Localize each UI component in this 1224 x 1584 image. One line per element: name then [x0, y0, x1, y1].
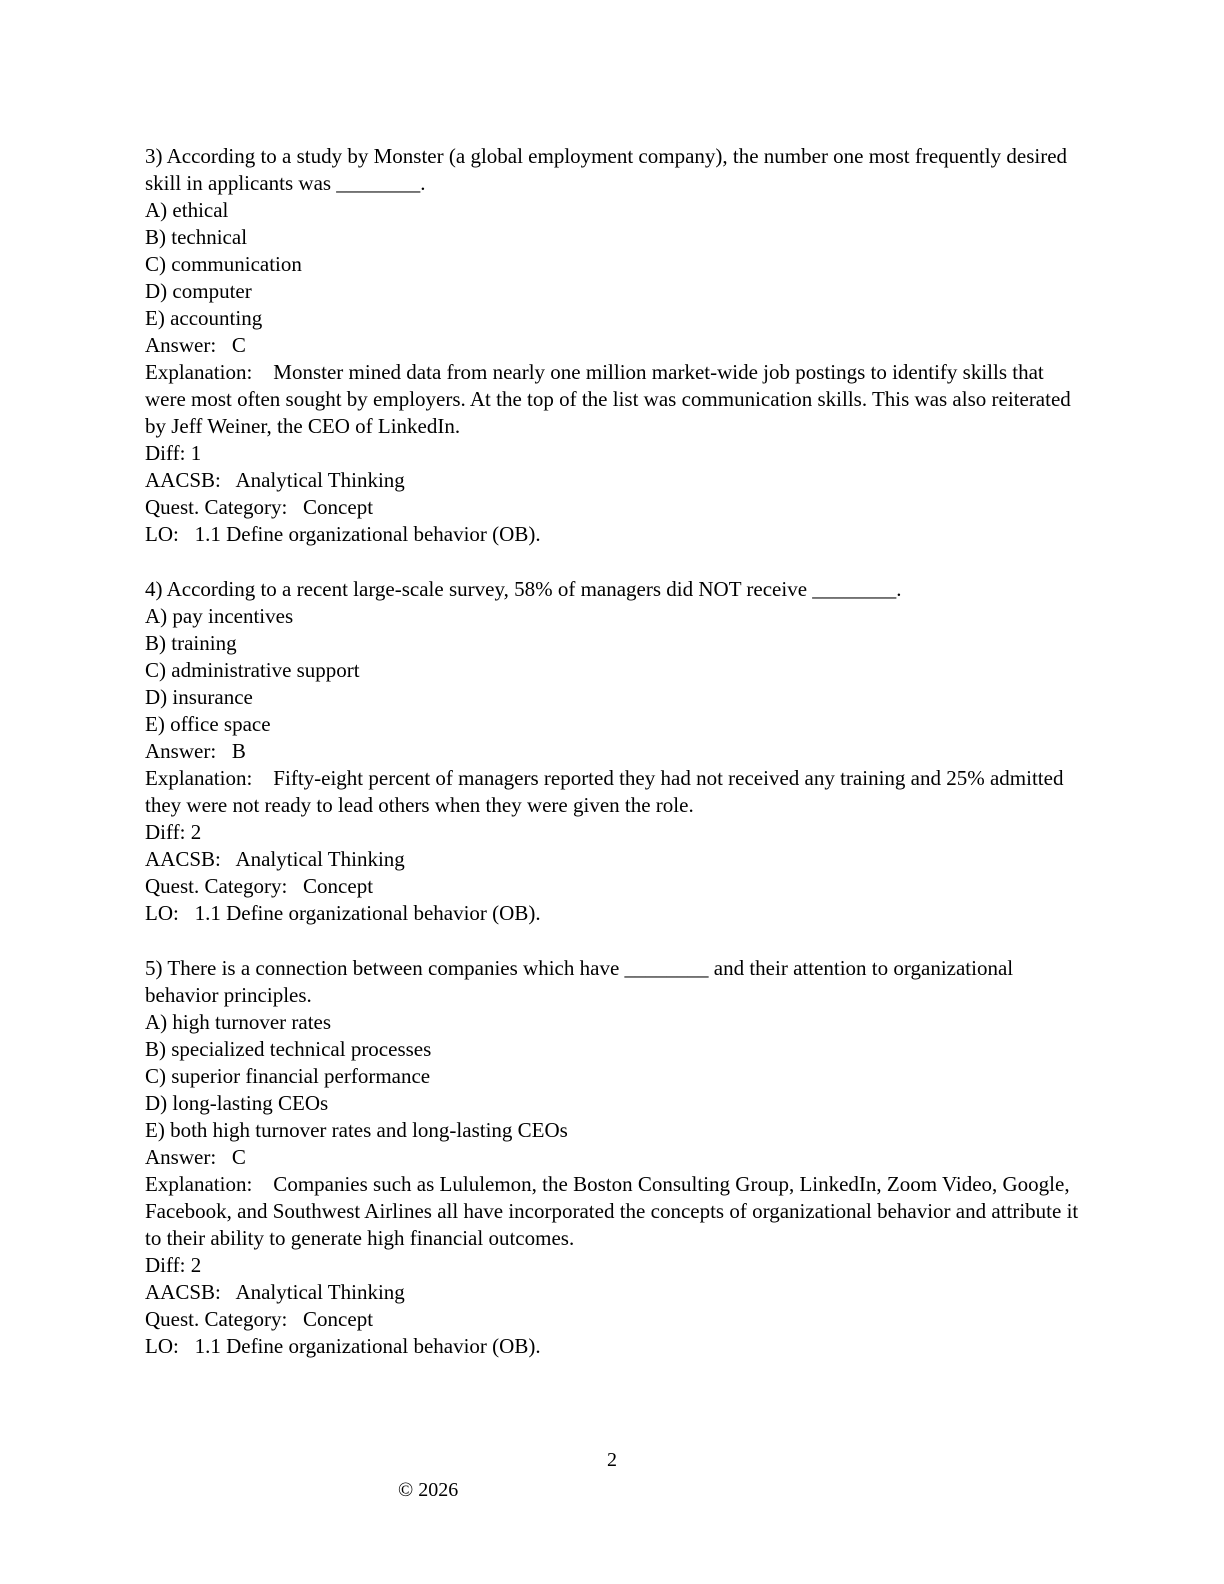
answer-option: C) administrative support — [145, 658, 360, 682]
learning-objective-line: LO: 1.1 Define organizational behavior (OB). — [145, 1334, 541, 1358]
explanation-text: Explanation: Monster mined data from nearly one million market-wide job postings to identify skills that were most often sought by employers. At the top of the list was communication skills. This was also reiterated by Jeff Weiner, the CEO of LinkedIn. — [145, 360, 1077, 438]
answer-option: D) insurance — [145, 685, 253, 709]
document-page — [145, 143, 1083, 1388]
answer-option: C) communication — [145, 252, 302, 276]
answer-option: B) training — [145, 631, 237, 655]
question-block — [145, 143, 1083, 548]
question-stem: 5) There is a connection between companies which have ________ and their attention to organizational behavior principles. — [145, 956, 1019, 1007]
difficulty-line: Diff: 2 — [145, 1253, 202, 1277]
page-number: 2 — [607, 1449, 617, 1471]
explanation-text: Explanation: Companies such as Lululemon, the Boston Consulting Group, LinkedIn, Zoom Video, Google, Facebook, and Southwest Airlines all have incorporated the concepts of organizational behavior and attribute it to their ability to generate high financial outcomes. — [145, 1172, 1084, 1250]
question-block — [145, 955, 1083, 1360]
answer-option: B) specialized technical processes — [145, 1037, 432, 1061]
answer-option: E) both high turnover rates and long-lasting CEOs — [145, 1118, 568, 1142]
question-stem: 4) According to a recent large-scale survey, 58% of managers did NOT receive ________. — [145, 577, 902, 601]
answer-option: A) pay incentives — [145, 604, 294, 628]
question-stem: 3) According to a study by Monster (a global employment company), the number one most frequently desired skill in applicants was ________. — [145, 144, 1073, 195]
answer-line: Answer: C — [145, 333, 246, 357]
quest-category-line: Quest. Category: Concept — [145, 495, 374, 519]
learning-objective-line: LO: 1.1 Define organizational behavior (OB). — [145, 522, 541, 546]
answer-line: Answer: C — [145, 1145, 246, 1169]
answer-option: D) computer — [145, 279, 252, 303]
quest-category-line: Quest. Category: Concept — [145, 874, 374, 898]
answer-option: A) ethical — [145, 198, 229, 222]
answer-option: A) high turnover rates — [145, 1010, 332, 1034]
difficulty-line: Diff: 1 — [145, 441, 202, 465]
explanation-text: Explanation: Fifty-eight percent of managers reported they had not received any training and 25% admitted they were not ready to lead others when they were given the role. — [145, 766, 1069, 817]
answer-option: E) office space — [145, 712, 271, 736]
answer-option: E) accounting — [145, 306, 263, 330]
copyright-notice: © 2026 — [398, 1479, 459, 1501]
question-block — [145, 576, 1083, 927]
quest-category-line: Quest. Category: Concept — [145, 1307, 374, 1331]
aacsb-line: AACSB: Analytical Thinking — [145, 847, 405, 871]
learning-objective-line: LO: 1.1 Define organizational behavior (OB). — [145, 901, 541, 925]
difficulty-line: Diff: 2 — [145, 820, 202, 844]
answer-line: Answer: B — [145, 739, 246, 763]
answer-option: C) superior financial performance — [145, 1064, 431, 1088]
aacsb-line: AACSB: Analytical Thinking — [145, 468, 405, 492]
answer-option: B) technical — [145, 225, 248, 249]
answer-option: D) long-lasting CEOs — [145, 1091, 329, 1115]
aacsb-line: AACSB: Analytical Thinking — [145, 1280, 405, 1304]
